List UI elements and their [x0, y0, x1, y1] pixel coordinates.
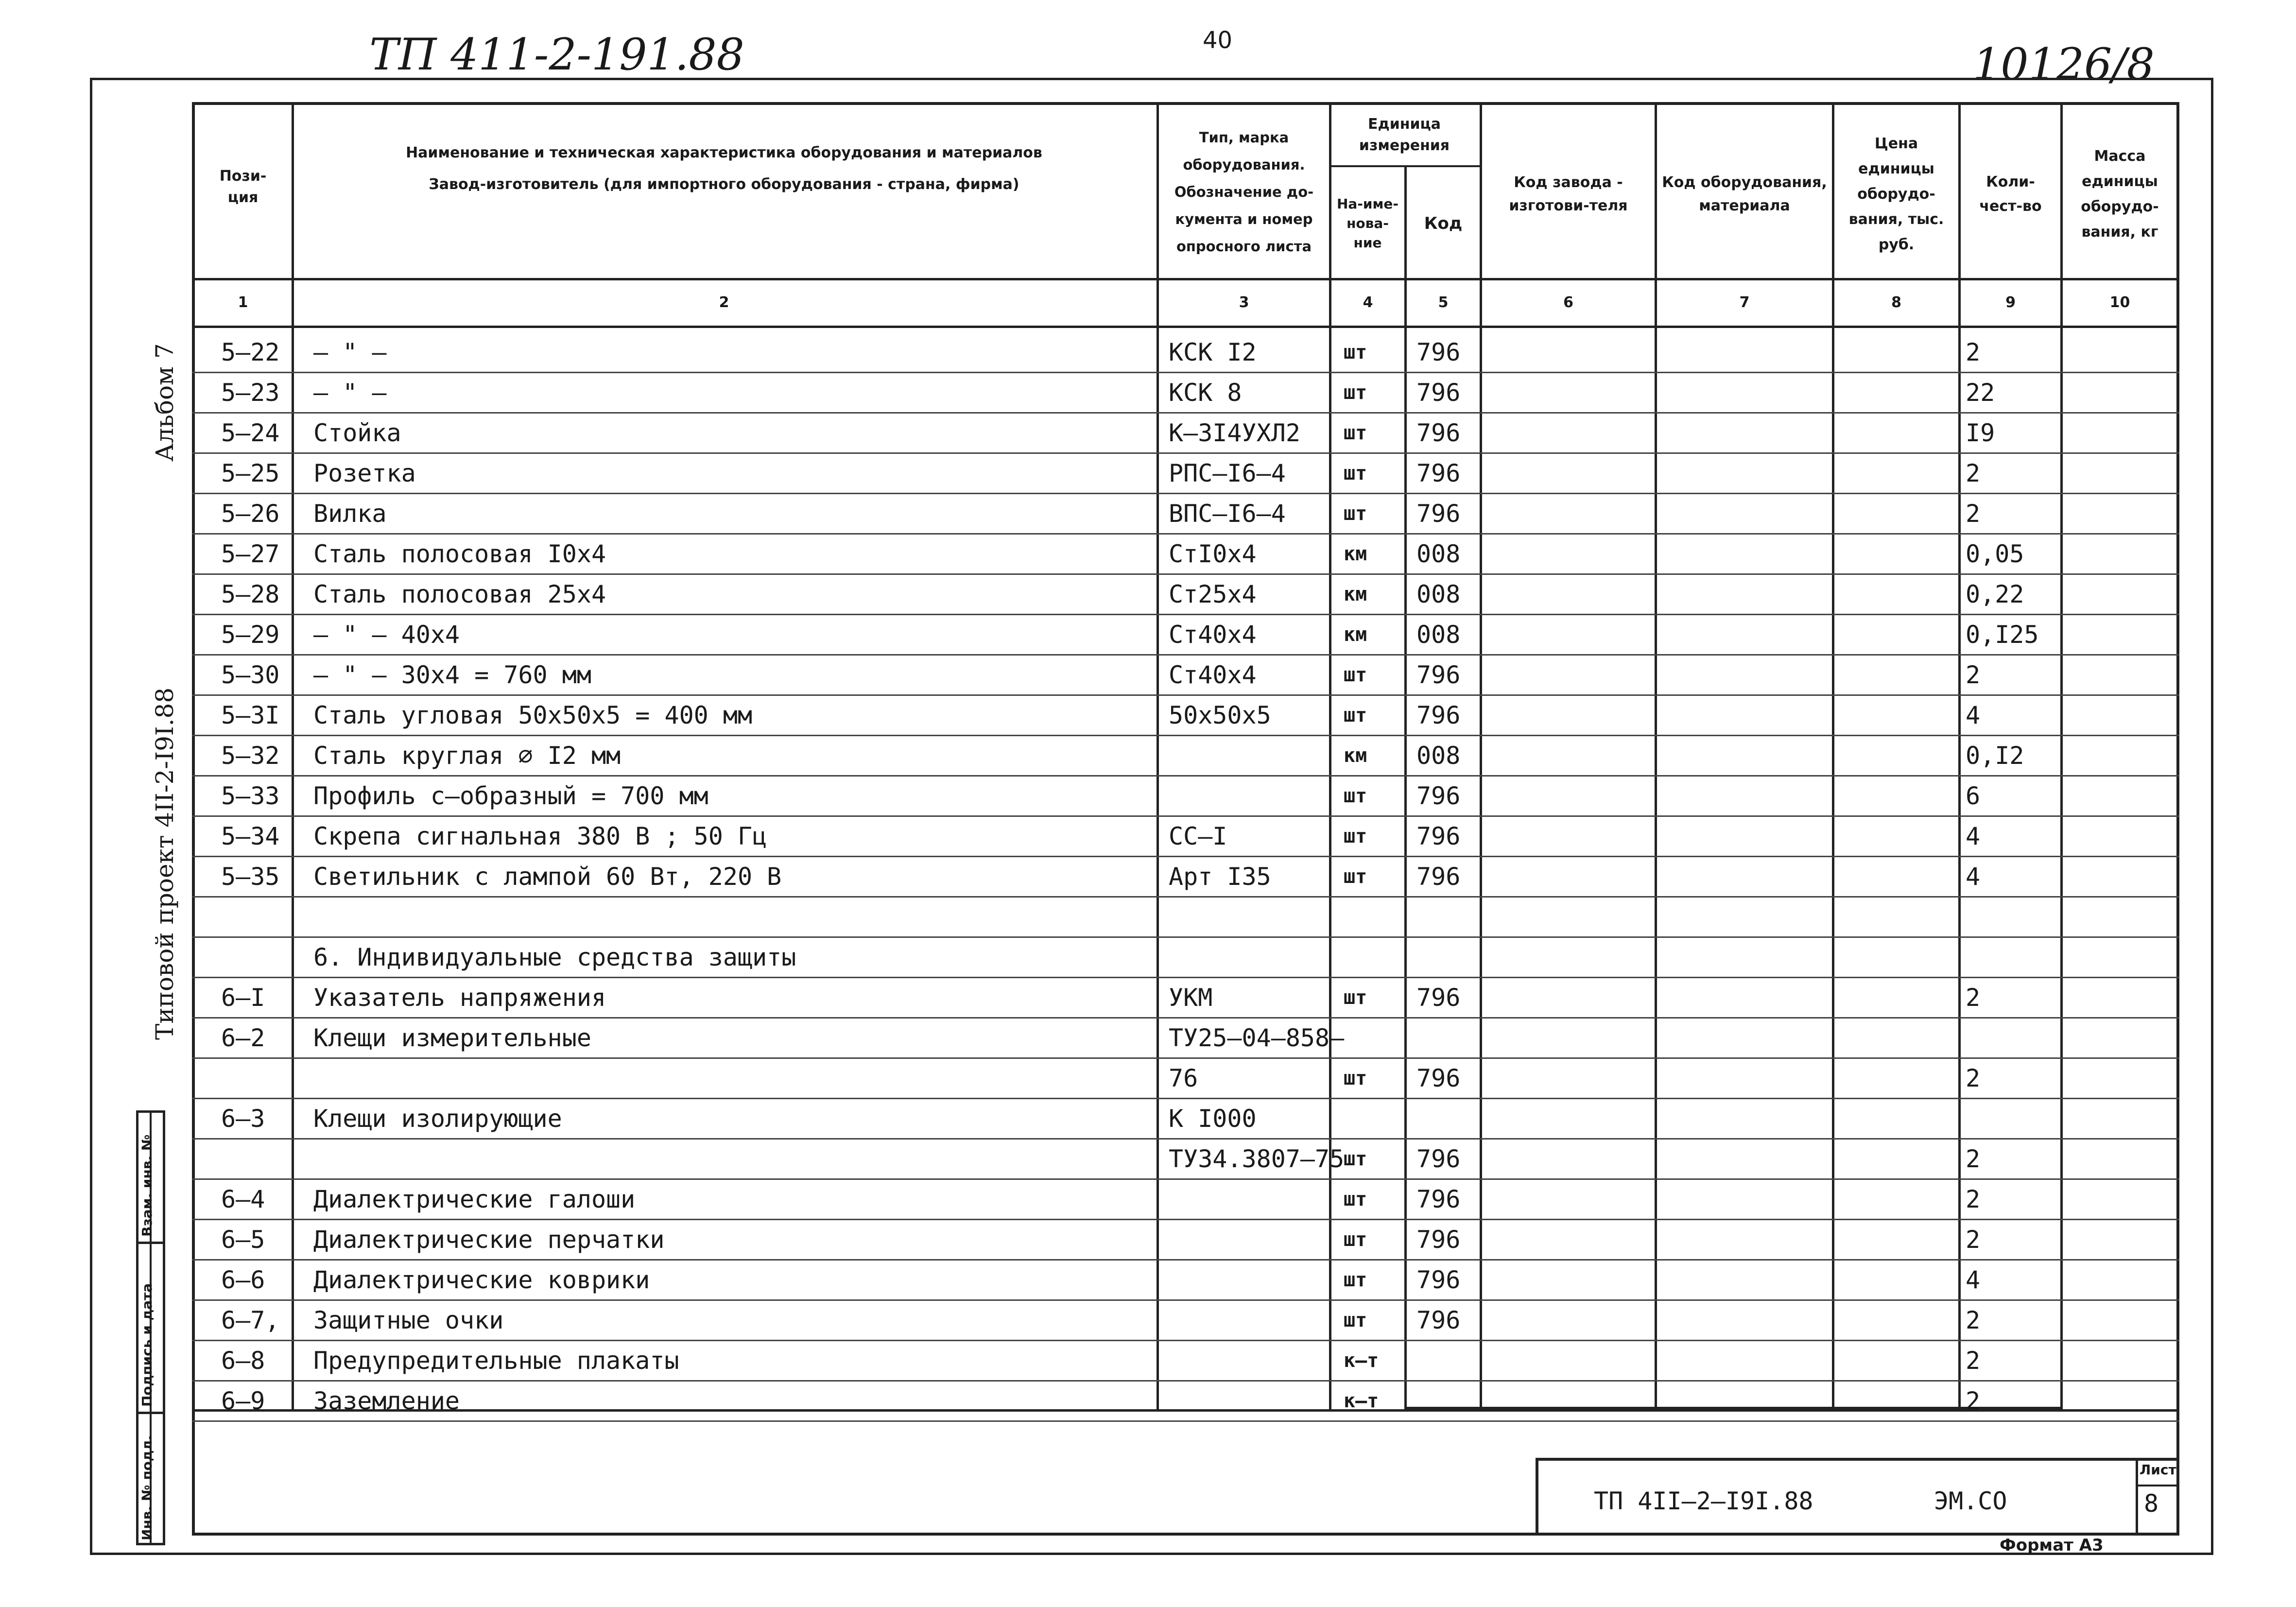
- colnum-6: 6: [1563, 294, 1573, 311]
- quantity-cell: 4: [1966, 701, 1981, 729]
- page-number: 40: [1203, 27, 1233, 54]
- stamp-orig-inv: Инв. № подл.: [139, 1435, 155, 1540]
- unit-cell: км: [1344, 543, 1367, 565]
- position-cell: 5–35: [221, 863, 280, 891]
- unit-code-cell: 008: [1416, 540, 1461, 568]
- unit-cell: шт: [1344, 422, 1367, 444]
- name-cell: Скрепа сигнальная 380 В ; 50 Гц: [313, 822, 767, 850]
- position-cell: 5–3I: [221, 701, 280, 729]
- header-type: Тип, марка оборудования. Обозначение до-кумента и номер опросного листа: [1174, 129, 1314, 255]
- position-cell: 6–8: [221, 1347, 265, 1375]
- name-cell: Сталь полосовая I0х4: [313, 540, 606, 568]
- colnum-4: 4: [1363, 294, 1373, 311]
- quantity-cell: 6: [1966, 782, 1981, 810]
- quantity-cell: 0,22: [1966, 580, 2024, 608]
- position-cell: 5–33: [221, 782, 280, 810]
- project-label: Типовой проект 4II-2-I9I.88: [151, 687, 179, 1040]
- header-unit-group: Единица измерения: [1359, 115, 1450, 154]
- unit-cell: шт: [1344, 502, 1367, 525]
- unit-cell: шт: [1344, 986, 1367, 1009]
- position-cell: 6–3: [221, 1105, 265, 1133]
- unit-cell: шт: [1344, 462, 1367, 484]
- header-name-line1: Наименование и техническая характеристика оборудования и материалов: [406, 144, 1042, 161]
- name-cell: Предупредительные плакаты: [313, 1347, 679, 1375]
- header-equipment-code: Код оборудования, материала: [1662, 174, 1827, 214]
- quantity-cell: 2: [1966, 1387, 1981, 1415]
- type-cell: ТУ25–04–858–: [1169, 1024, 1345, 1052]
- position-cell: 5–22: [221, 338, 280, 366]
- unit-cell: к–т: [1344, 1349, 1379, 1372]
- quantity-cell: 0,I25: [1966, 621, 2039, 649]
- header-name-line2: Завод-изготовитель (для импортного оборудования - страна, фирма): [429, 176, 1019, 193]
- quantity-cell: 2: [1966, 1064, 1981, 1092]
- position-cell: 5–32: [221, 742, 280, 770]
- row-separator: [192, 1420, 2179, 1422]
- header-unit-name: На-име-нова-ние: [1336, 196, 1399, 251]
- name-cell: Указатель напряжения: [313, 984, 606, 1012]
- unit-cell: шт: [1344, 704, 1367, 726]
- name-cell: Заземление: [313, 1387, 460, 1415]
- position-cell: 5–24: [221, 419, 280, 447]
- quantity-cell: 2: [1966, 661, 1981, 689]
- unit-code-cell: 796: [1416, 661, 1461, 689]
- unit-cell: шт: [1344, 341, 1367, 363]
- type-cell: СС–I: [1169, 822, 1227, 850]
- unit-cell: шт: [1344, 865, 1367, 888]
- unit-cell: шт: [1344, 1309, 1367, 1331]
- unit-cell: шт: [1344, 785, 1367, 807]
- name-cell: Диалектрические коврики: [313, 1266, 650, 1294]
- position-cell: 6–7,: [221, 1306, 280, 1334]
- unit-cell: шт: [1344, 1228, 1367, 1251]
- handwritten-title: ТП 411-2-191.88: [369, 29, 744, 80]
- position-cell: 5–26: [221, 500, 280, 528]
- type-cell: КСК I2: [1169, 338, 1257, 366]
- unit-code-cell: 796: [1416, 1226, 1461, 1254]
- handwritten-code: 10126/8: [1973, 39, 2155, 90]
- colnum-2: 2: [719, 294, 729, 311]
- unit-code-cell: 008: [1416, 621, 1461, 649]
- row-separator: [192, 1380, 2179, 1382]
- unit-code-cell: 796: [1416, 1064, 1461, 1092]
- name-cell: Сталь полосовая 25х4: [313, 580, 606, 608]
- name-cell: Светильник с лампой 60 Вт, 220 В: [313, 863, 782, 891]
- type-cell: Ст40х4: [1169, 621, 1257, 649]
- name-cell: Диалектрические галоши: [313, 1185, 636, 1213]
- type-cell: УКМ: [1169, 984, 1213, 1012]
- name-cell: Клещи изолирующие: [313, 1105, 562, 1133]
- unit-code-cell: 796: [1416, 379, 1461, 407]
- type-cell: СтI0х4: [1169, 540, 1257, 568]
- unit-cell: шт: [1344, 1269, 1367, 1291]
- name-cell: Розетка: [313, 459, 416, 487]
- position-cell: 5–28: [221, 580, 280, 608]
- position-cell: 5–27: [221, 540, 280, 568]
- name-cell: Клещи измерительные: [313, 1024, 591, 1052]
- colnum-3: 3: [1239, 294, 1249, 311]
- name-cell: – " – 40х4: [313, 621, 460, 649]
- quantity-cell: 2: [1966, 1347, 1981, 1375]
- unit-cell: км: [1344, 583, 1367, 605]
- position-cell: 5–25: [221, 459, 280, 487]
- type-cell: Ст40х4: [1169, 661, 1257, 689]
- type-cell: 76: [1169, 1064, 1198, 1092]
- name-cell: Профиль с–образный = 700 мм: [313, 782, 708, 810]
- name-cell: Сталь угловая 50х50х5 = 400 мм: [313, 701, 753, 729]
- quantity-cell: 0,05: [1966, 540, 2024, 568]
- unit-code-cell: 796: [1416, 1145, 1461, 1173]
- quantity-cell: 4: [1966, 1266, 1981, 1294]
- quantity-cell: 2: [1966, 984, 1981, 1012]
- unit-code-cell: 796: [1416, 1306, 1461, 1334]
- position-cell: 5–34: [221, 822, 280, 850]
- stamp-replace-inv: Взам. инв. №: [139, 1134, 155, 1237]
- quantity-cell: 4: [1966, 863, 1981, 891]
- header-mass: Масса единицы оборудо-вания, кг: [2081, 148, 2159, 241]
- unit-cell: шт: [1344, 381, 1367, 404]
- unit-code-cell: 796: [1416, 459, 1461, 487]
- unit-cell: км: [1344, 623, 1367, 646]
- quantity-cell: 2: [1966, 338, 1981, 366]
- quantity-cell: 22: [1966, 379, 1995, 407]
- unit-cell: шт: [1344, 1148, 1367, 1170]
- name-cell: Вилка: [313, 500, 387, 528]
- sheet-number: 8: [2144, 1489, 2159, 1518]
- row-separator: [192, 896, 2179, 898]
- name-cell: Стойка: [313, 419, 401, 447]
- type-cell: К I000: [1169, 1105, 1257, 1133]
- name-cell: – " –: [313, 338, 387, 366]
- type-cell: Ст25х4: [1169, 580, 1257, 608]
- unit-code-cell: 796: [1416, 984, 1461, 1012]
- colnum-5: 5: [1438, 294, 1449, 311]
- quantity-cell: 0,I2: [1966, 742, 2024, 770]
- quantity-cell: I9: [1966, 419, 1995, 447]
- quantity-cell: 2: [1966, 1185, 1981, 1213]
- name-cell: Защитные очки: [313, 1306, 504, 1334]
- unit-code-cell: 008: [1416, 742, 1461, 770]
- colnum-1: 1: [238, 294, 248, 311]
- quantity-cell: 2: [1966, 1226, 1981, 1254]
- colnum-9: 9: [2005, 294, 2016, 311]
- unit-cell: к–т: [1344, 1390, 1379, 1412]
- position-cell: 5–29: [221, 621, 280, 649]
- header-unit-code: Код: [1424, 214, 1463, 233]
- position-cell: 6–6: [221, 1266, 265, 1294]
- header-price: Цена единицы оборудо-вания, тыс. руб.: [1848, 135, 1944, 253]
- unit-cell: шт: [1344, 1067, 1367, 1089]
- name-cell: Диалектрические перчатки: [313, 1226, 665, 1254]
- name-cell: 6. Индивидуальные средства защиты: [313, 943, 796, 971]
- quantity-cell: 4: [1966, 822, 1981, 850]
- title-block-designation: ТП 4II–2–I9I.88: [1594, 1487, 1813, 1515]
- position-cell: 6–I: [221, 984, 265, 1012]
- title-block-mark: ЭМ.СО: [1934, 1487, 2007, 1515]
- name-cell: – " – 30х4 = 760 мм: [313, 661, 591, 689]
- quantity-cell: 2: [1966, 500, 1981, 528]
- unit-code-cell: 796: [1416, 822, 1461, 850]
- colnum-7: 7: [1739, 294, 1750, 311]
- unit-code-cell: 796: [1416, 1185, 1461, 1213]
- position-cell: 6–2: [221, 1024, 265, 1052]
- quantity-cell: 2: [1966, 1145, 1981, 1173]
- sheet-label: Лист: [2140, 1462, 2176, 1478]
- quantity-cell: 2: [1966, 459, 1981, 487]
- unit-code-cell: 008: [1416, 580, 1461, 608]
- name-cell: – " –: [313, 379, 387, 407]
- type-cell: К–3I4УХЛ2: [1169, 419, 1300, 447]
- header-position: Пози-ция: [219, 168, 267, 206]
- quantity-cell: 2: [1966, 1306, 1981, 1334]
- format-label: Формат А3: [2000, 1536, 2104, 1555]
- unit-cell: шт: [1344, 825, 1367, 847]
- unit-code-cell: 796: [1416, 863, 1461, 891]
- header-factory-code: Код завода - изготови-теля: [1509, 174, 1628, 214]
- position-cell: 5–23: [221, 379, 280, 407]
- name-cell: Сталь круглая ∅ I2 мм: [313, 742, 621, 770]
- unit-code-cell: 796: [1416, 338, 1461, 366]
- position-cell: 6–9: [221, 1387, 265, 1415]
- header-quantity: Коли-чест-во: [1979, 173, 2042, 215]
- unit-code-cell: 796: [1416, 782, 1461, 810]
- type-cell: ТУ34.3807–75: [1169, 1145, 1345, 1173]
- unit-cell: шт: [1344, 1188, 1367, 1210]
- unit-code-cell: 796: [1416, 500, 1461, 528]
- album-label: Альбом 7: [151, 343, 179, 462]
- colnum-10: 10: [2109, 294, 2130, 311]
- colnum-8: 8: [1891, 294, 1901, 311]
- position-cell: 6–4: [221, 1185, 265, 1213]
- unit-cell: км: [1344, 744, 1367, 767]
- unit-code-cell: 796: [1416, 419, 1461, 447]
- position-cell: 6–5: [221, 1226, 265, 1254]
- type-cell: КСК 8: [1169, 379, 1242, 407]
- type-cell: ВПС–I6–4: [1169, 500, 1286, 528]
- type-cell: РПС–I6–4: [1169, 459, 1286, 487]
- unit-code-cell: 796: [1416, 701, 1461, 729]
- position-cell: 5–30: [221, 661, 280, 689]
- type-cell: 50х50х5: [1169, 701, 1271, 729]
- type-cell: Арт I35: [1169, 863, 1271, 891]
- stamp-sign-date: Подпись и дата: [139, 1283, 155, 1407]
- unit-cell: шт: [1344, 664, 1367, 686]
- unit-code-cell: 796: [1416, 1266, 1461, 1294]
